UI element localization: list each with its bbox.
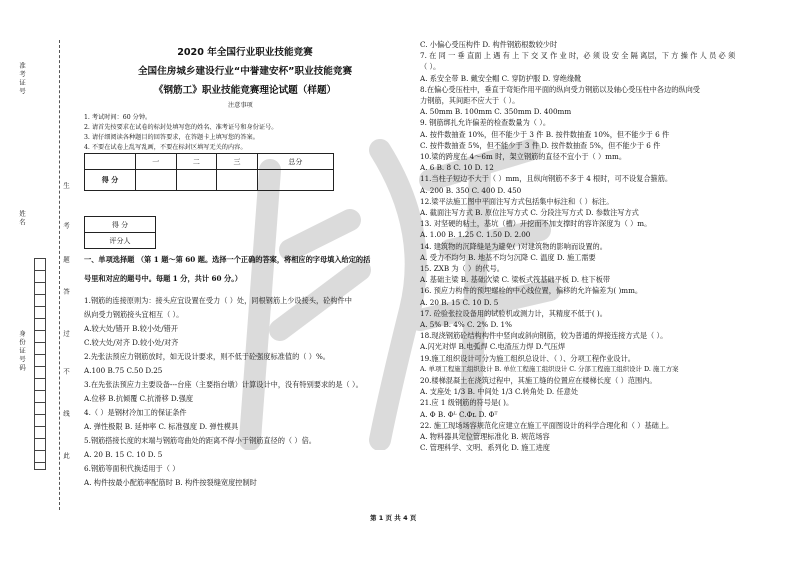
score-header-2: 二 bbox=[176, 154, 217, 170]
side-label-3: 题 bbox=[62, 256, 70, 265]
score-header-1: 一 bbox=[136, 154, 177, 170]
right-line-19: A. 受力不均匀 B. 地基不均匀沉降 C. 温度 D. 施工需要 bbox=[420, 252, 596, 262]
right-line-32: 21.应 1 级钢筋的符号是( )。 bbox=[420, 398, 514, 408]
score-cell-2[interactable] bbox=[176, 170, 217, 191]
side-label-exam-id: 准考证号 bbox=[18, 62, 26, 96]
right-line-15: A. 截面注写方式 B. 原位注写方式 C. 分段注写方式 D. 参数注写方式 bbox=[420, 208, 639, 217]
left-line-1: 纵向受力钢筋接头宜相互（ ）。 bbox=[84, 310, 184, 319]
right-line-13: A. 200 B. 350 C. 400 D. 450 bbox=[420, 185, 522, 195]
score-header-3: 三 bbox=[217, 154, 258, 170]
right-line-36: C. 管理科学、文明、系列化 D. 施工进度 bbox=[420, 443, 550, 453]
right-line-22: 16. 预应力构件的预埋螺栓的中心线位置，偏移的允许偏差为( )mm。 bbox=[420, 286, 643, 296]
grader-name-label: 评分人 bbox=[85, 233, 156, 249]
left-line-7: A.位移 B.抗倾覆 C.抗滑移 D.强度 bbox=[84, 394, 194, 403]
left-line-10: 5.钢筋搭接长度的末端与钢筋弯曲处的距离不得小于钢筋直径的（ ）倍。 bbox=[84, 436, 316, 445]
right-line-14: 12.梁平法施工图中平面注写方式包括集中标注和（ ）标注。 bbox=[420, 196, 614, 206]
right-line-11: A. 6 B. 8 C. 10 D. 12 bbox=[420, 163, 494, 173]
note-1: 1. 考试时间：60 分钟。 bbox=[84, 114, 152, 121]
left-line-3: C.较大处/对齐 D.较小处/对齐 bbox=[84, 338, 179, 347]
right-line-1: 7. 在 同 一 垂 直面 上 遇 有 上 下 交 叉 作 业 时，必 须 设 安 全 隔 离层，下 方 操 作 人 员 必 须 bbox=[420, 51, 736, 61]
score-row-label: 得 分 bbox=[85, 170, 136, 191]
side-label-id-number: 身份证号码 bbox=[18, 330, 26, 373]
left-line-2: A.较大处/错开 B.较小处/错开 bbox=[84, 324, 179, 333]
note-4: 4. 不要在试卷上乱写乱画，不要在标封区填写无关的内容。 bbox=[84, 144, 247, 151]
left-line-6: 3.在先张法预应力主要设备---台座（主要指台墩）计算设计中，没有特别要求的是（ ）。 bbox=[84, 380, 363, 389]
left-line-12: 6.钢筋等面积代换适用于（ ） bbox=[84, 464, 180, 473]
right-line-33: A. Φ B. Φᴸ C.Φʟ D. Φᵀ bbox=[420, 409, 498, 419]
score-table bbox=[84, 153, 334, 191]
score-header-blank bbox=[85, 154, 136, 170]
left-line-11: A. 20 B. 15 C. 10 D. 5 bbox=[84, 450, 163, 459]
right-line-24: 17. 砼验张拉设备用的试验机或测力计，其精度不低于( )。 bbox=[420, 308, 607, 318]
left-line-4: 2.先张法预应力钢筋放时，如无设计要求，则不低于砼强度标准值的（ ）%。 bbox=[84, 352, 330, 361]
binding-dashed-line bbox=[59, 40, 60, 510]
left-line-0: 1.钢筋的连接原则为：接头应宜设置在受力（ ）处，同根钢筋上少设接头，砼构件中 bbox=[84, 296, 352, 305]
right-line-29: A. 单项工程施工组织设计 B. 单位工程施工组织设计 C. 分部工程施工组织设计 D. 施工方案 bbox=[420, 364, 679, 373]
side-label-5: 过 bbox=[62, 330, 70, 339]
right-line-7: 9. 钢筋绑扎允许偏差的检查数量为（ ）。 bbox=[420, 118, 551, 128]
left-line-8: 4.（ ）是钢材冷加工的保证条件 bbox=[84, 408, 187, 417]
left-line-5: A.100 B.75 C.50 D.25 bbox=[84, 366, 163, 375]
section1-title-cont: 号里和对应的题号中。每题 1 分，共计 60 分。） bbox=[84, 274, 242, 283]
right-line-28: 19.施工组织设计可分为施工组织总设计、（ ）、分项工程作业设计。 bbox=[420, 353, 635, 363]
right-line-30: 20.楼梯混凝土在浇筑过程中，其施工缝的位置应在楼梯长度（ ）范围内。 bbox=[420, 376, 657, 385]
side-label-6: 不 bbox=[62, 368, 70, 377]
note-3: 3. 请仔细阅读各种题目的回答要求，在答题卡上填写您的答案。 bbox=[84, 134, 259, 141]
right-line-3: A. 系安全带 B. 戴安全帽 C. 穿防护服 D. 穿绝缘靴 bbox=[420, 73, 582, 83]
title-competition: 2020 年全国行业职业技能竞赛 bbox=[177, 47, 313, 58]
side-label-1: 生 bbox=[62, 182, 70, 191]
right-line-5: 力钢筋，其间距不应大于（ ）。 bbox=[420, 96, 520, 105]
grader-score-label: 得 分 bbox=[85, 217, 156, 233]
section1-title: 一、单项选择题 （第 1 题～第 60 题。选择一个正确的答案，将相应的字母填入给定的括 bbox=[84, 255, 371, 264]
side-label-name: 姓名 bbox=[18, 210, 26, 227]
right-line-21: A. 基础主梁 B. 基础次梁 C. 梁板式筏基础平板 D. 柱下板带 bbox=[420, 275, 611, 285]
right-line-6: A. 50mm B. 100mm C. 350mm D. 400mm bbox=[420, 107, 572, 117]
right-line-17: A. 1.00 B. 1.25 C. 1.50 D. 2.00 bbox=[420, 230, 531, 240]
note-2: 2. 请首先按要求在试卷的标封处填写您的姓名、准考证号和身份证号。 bbox=[84, 124, 278, 131]
score-cell-3[interactable] bbox=[217, 170, 258, 191]
right-line-20: 15. ZXB 为（ ）的代号。 bbox=[420, 264, 504, 273]
right-line-26: 18.现浇钢筋砼结构构件中竖向或斜向钢筋，较为普通的焊接连接方式是（ ）。 bbox=[420, 331, 668, 341]
id-number-boxes[interactable] bbox=[34, 258, 46, 470]
score-cell-total[interactable] bbox=[257, 170, 333, 191]
right-line-23: A. 20 B. 15 C. 10 D. 5 bbox=[420, 297, 499, 307]
side-label-7: 线 bbox=[62, 410, 70, 419]
side-label-4: 答 bbox=[62, 288, 70, 297]
left-line-13: A. 构件按最小配筋率配筋时 B. 构件按裂缝宽度控制时 bbox=[84, 478, 257, 487]
title-exam: 《钢筋工》职业技能竞赛理论试题（样题） bbox=[153, 85, 337, 96]
right-line-0: C. 小偏心受压构件 D. 构件钢筋根数较少时 bbox=[420, 40, 558, 49]
page-footer: 第 1 页 共 4 页 bbox=[370, 514, 417, 522]
right-line-18: 14. 建筑物的沉降缝是为避免( )对建筑物的影响而设置的。 bbox=[420, 241, 607, 251]
right-line-34: 22. 施工现场场容规范化应建立在施工平面图设计的科学合理化和（ ）基础上。 bbox=[420, 420, 674, 430]
right-line-10: 10.梁的跨度在 4～6m 时，架立钢筋的直径不宜小于（ ）mm。 bbox=[420, 152, 627, 161]
notes-title: 注意事项 bbox=[228, 102, 253, 109]
right-line-35: A. 物料器具定位管理标准化 B. 规范场容 bbox=[420, 432, 550, 441]
right-line-27: A.闪光对焊 B.电弧焊 C.电渣压力焊 D.气压焊 bbox=[420, 342, 566, 352]
right-line-16: 13. 对坚硬的粘土，基坑（槽）开挖而不加支撑时的容许深度为（ ）m。 bbox=[420, 219, 652, 229]
side-label-2: 考 bbox=[62, 222, 70, 231]
right-line-25: A. 5% B. 4% C. 2% D. 1% bbox=[420, 320, 512, 329]
right-line-12: 11.当柱子短边不大于（ ）mm，且纵向钢筋不多于 4 根时，可不设复合箍筋。 bbox=[420, 174, 673, 184]
right-line-4: 8.在偏心受压柱中，垂直于弯矩作用平面的纵向受力钢筋以及轴心受压柱中各边的纵向受 bbox=[420, 84, 700, 94]
right-line-9: C. 按件数抽查 5%，但不能少于 3 件 D. 按件数抽查 5%，但不能少于 6 件 bbox=[420, 140, 661, 150]
side-label-8: 此 bbox=[62, 452, 70, 461]
score-cell-1[interactable] bbox=[136, 170, 177, 191]
grader-table bbox=[84, 216, 156, 249]
score-header-total: 总分 bbox=[257, 154, 333, 170]
title-industry: 全国住房城乡建设行业“中誉建安杯”职业技能竞赛 bbox=[137, 66, 353, 77]
right-line-2: （ ）。 bbox=[420, 62, 441, 72]
right-line-31: A. 支座处 1/3 B. 中间处 1/3 C.转角处 D. 任意处 bbox=[420, 387, 579, 397]
left-line-9: A. 弹性极限 B. 延伸率 C. 标准强度 D. 弹性模具 bbox=[84, 422, 239, 431]
right-line-8: A. 按件数抽查 10%，但不能少于 3 件 B. 按件数抽查 10%，但不能少于 6 件 bbox=[420, 129, 670, 139]
